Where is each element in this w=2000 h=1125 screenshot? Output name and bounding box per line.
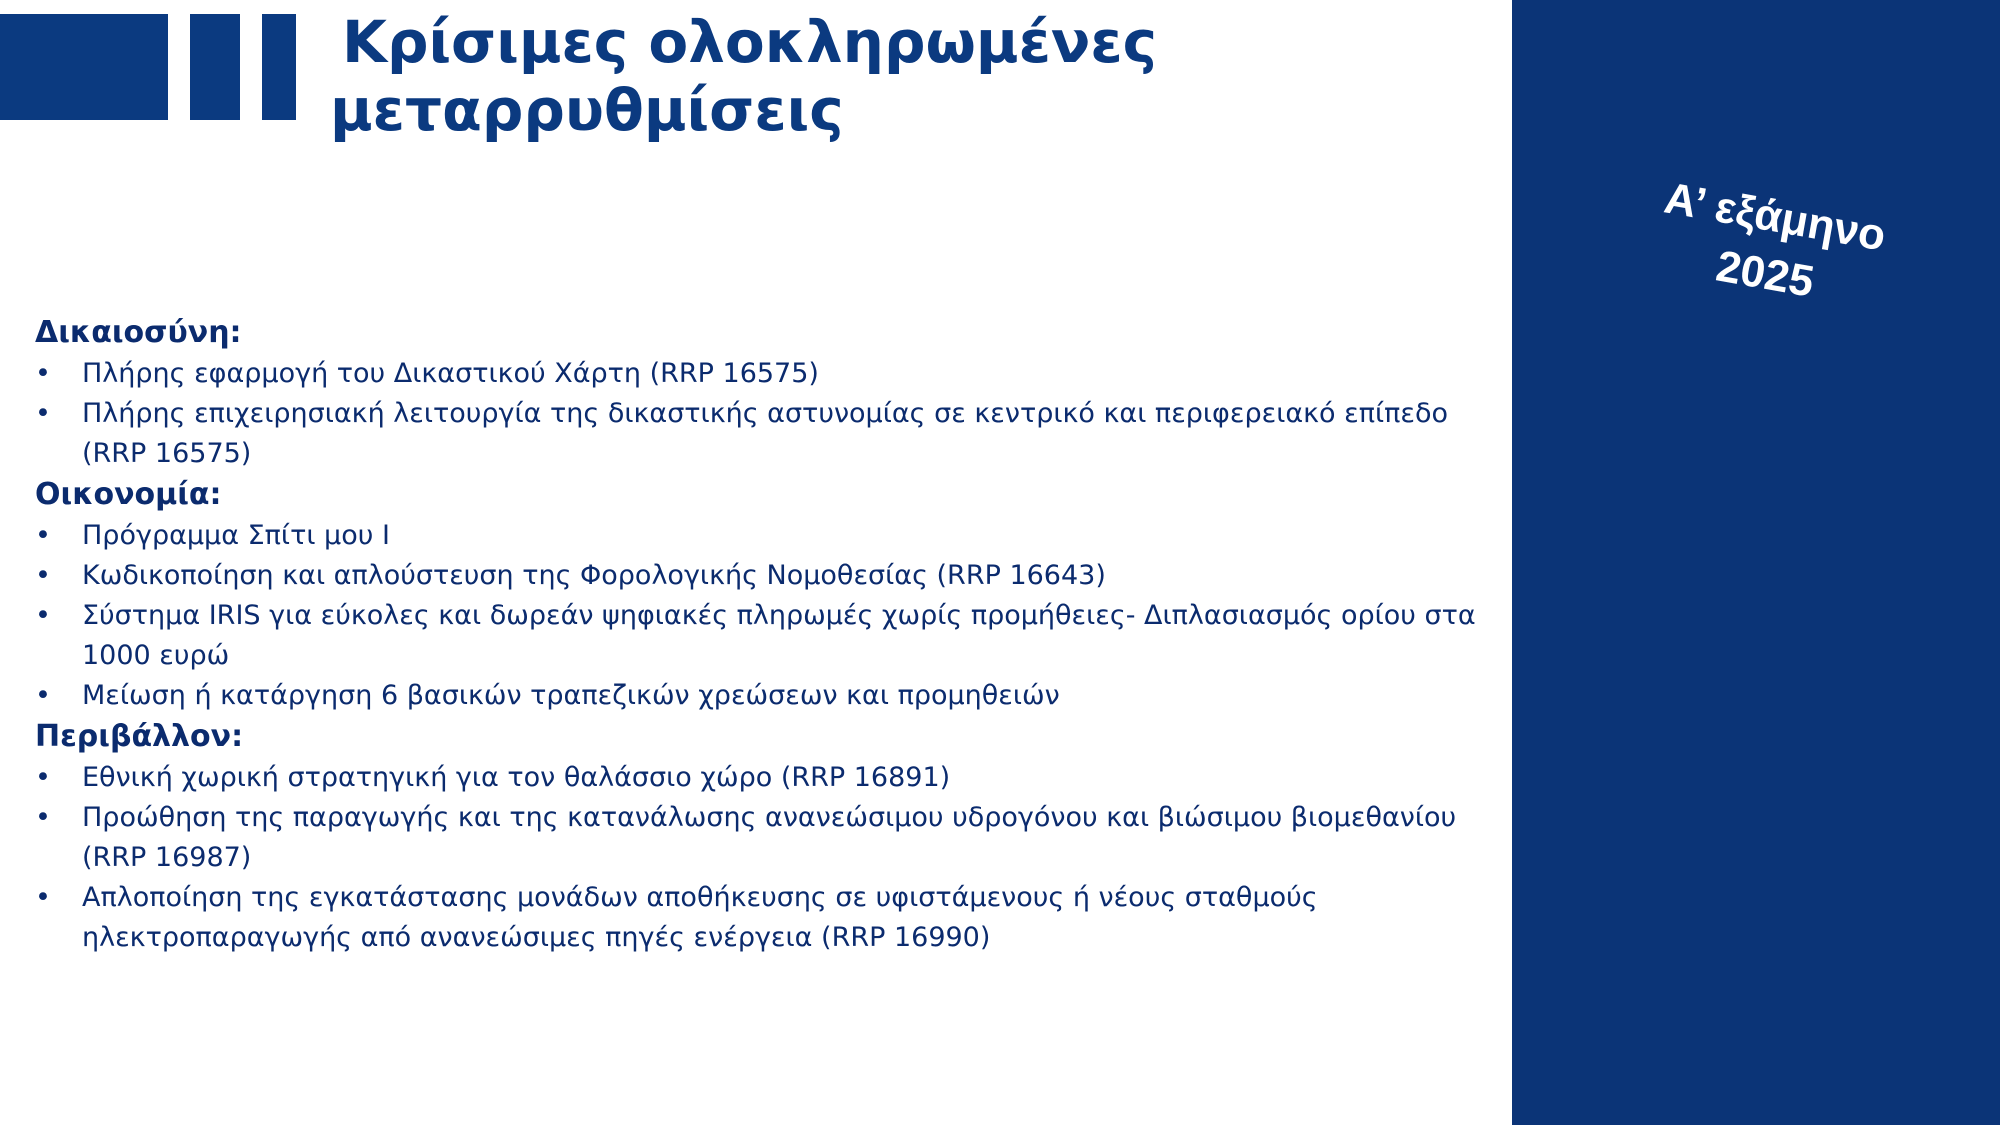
list-item-text: Προώθηση της παραγωγής και της κατανάλωσης ανανεώσιμου υδρογόνου και βιώσιμου βιομεθανίου (RRP 16987) — [82, 802, 1457, 873]
slide-title-line-1: Κρίσιμες ολοκληρωμένες — [342, 8, 1158, 76]
list-item — [35, 516, 1495, 556]
bullet-icon: • — [35, 882, 51, 913]
bullet-icon: • — [35, 560, 51, 591]
decorative-bar-medium — [190, 14, 240, 120]
period-label-line-2: 2025 — [1712, 241, 1818, 307]
bullet-icon: • — [35, 762, 51, 793]
list-item — [35, 758, 1495, 798]
list-item — [35, 798, 1495, 878]
list-item-text: Σύστημα IRIS για εύκολες και δωρεάν ψηφιακές πληρωμές χωρίς προμήθειες- Διπλασιασμός ορίου στα 1000 ευρώ — [82, 600, 1476, 671]
bullet-list — [35, 758, 1495, 958]
slide-title — [330, 8, 1430, 144]
list-item — [35, 596, 1495, 676]
section-environment — [35, 716, 1495, 958]
bullet-icon: • — [35, 398, 51, 429]
bullet-icon: • — [35, 520, 51, 551]
list-item-text: Κωδικοποίηση και απλούστευση της Φορολογικής Νομοθεσίας (RRP 16643) — [82, 560, 1106, 591]
list-item-text: Εθνική χωρική στρατηγική για τον θαλάσσιο χώρο (RRP 16891) — [82, 762, 951, 793]
section-justice — [35, 312, 1495, 474]
side-panel — [1512, 0, 2000, 1125]
bullet-icon: • — [35, 600, 51, 631]
section-heading: Δικαιοσύνη: — [35, 315, 242, 350]
period-label-line-1: Α’ εξάμηνο — [1660, 173, 1890, 261]
slide-title-line-2: μεταρρυθμίσεις — [330, 76, 844, 144]
list-item — [35, 556, 1495, 596]
bullet-list — [35, 516, 1495, 716]
list-item-text: Πλήρης εφαρμογή του Δικαστικού Χάρτη (RRP 16575) — [82, 358, 819, 389]
bullet-icon: • — [35, 680, 51, 711]
bullet-list — [35, 354, 1495, 474]
list-item — [35, 394, 1495, 474]
decorative-bar-narrow — [262, 14, 296, 120]
decorative-bar-wide — [0, 14, 168, 120]
section-heading: Οικονομία: — [35, 477, 222, 512]
bullet-icon: • — [35, 802, 51, 833]
reforms-content — [35, 312, 1495, 958]
list-item — [35, 878, 1495, 958]
list-item-text: Απλοποίηση της εγκατάστασης μονάδων αποθήκευσης σε υφιστάμενους ή νέους σταθμούς ηλεκτροπαραγωγής από ανανεώσιμες πηγές ενέργεια (RRP 16990) — [82, 882, 1318, 953]
section-economy — [35, 474, 1495, 716]
list-item — [35, 676, 1495, 716]
list-item-text: Μείωση ή κατάργηση 6 βασικών τραπεζικών χρεώσεων και προμηθειών — [82, 680, 1060, 711]
bullet-icon: • — [35, 358, 51, 389]
list-item-text: Πρόγραμμα Σπίτι μου Ι — [82, 520, 390, 551]
section-heading: Περιβάλλον: — [35, 719, 244, 754]
list-item — [35, 354, 1495, 394]
list-item-text: Πλήρης επιχειρησιακή λειτουργία της δικαστικής αστυνομίας σε κεντρικό και περιφερειακό επίπεδο (RRP 16575) — [82, 398, 1449, 469]
